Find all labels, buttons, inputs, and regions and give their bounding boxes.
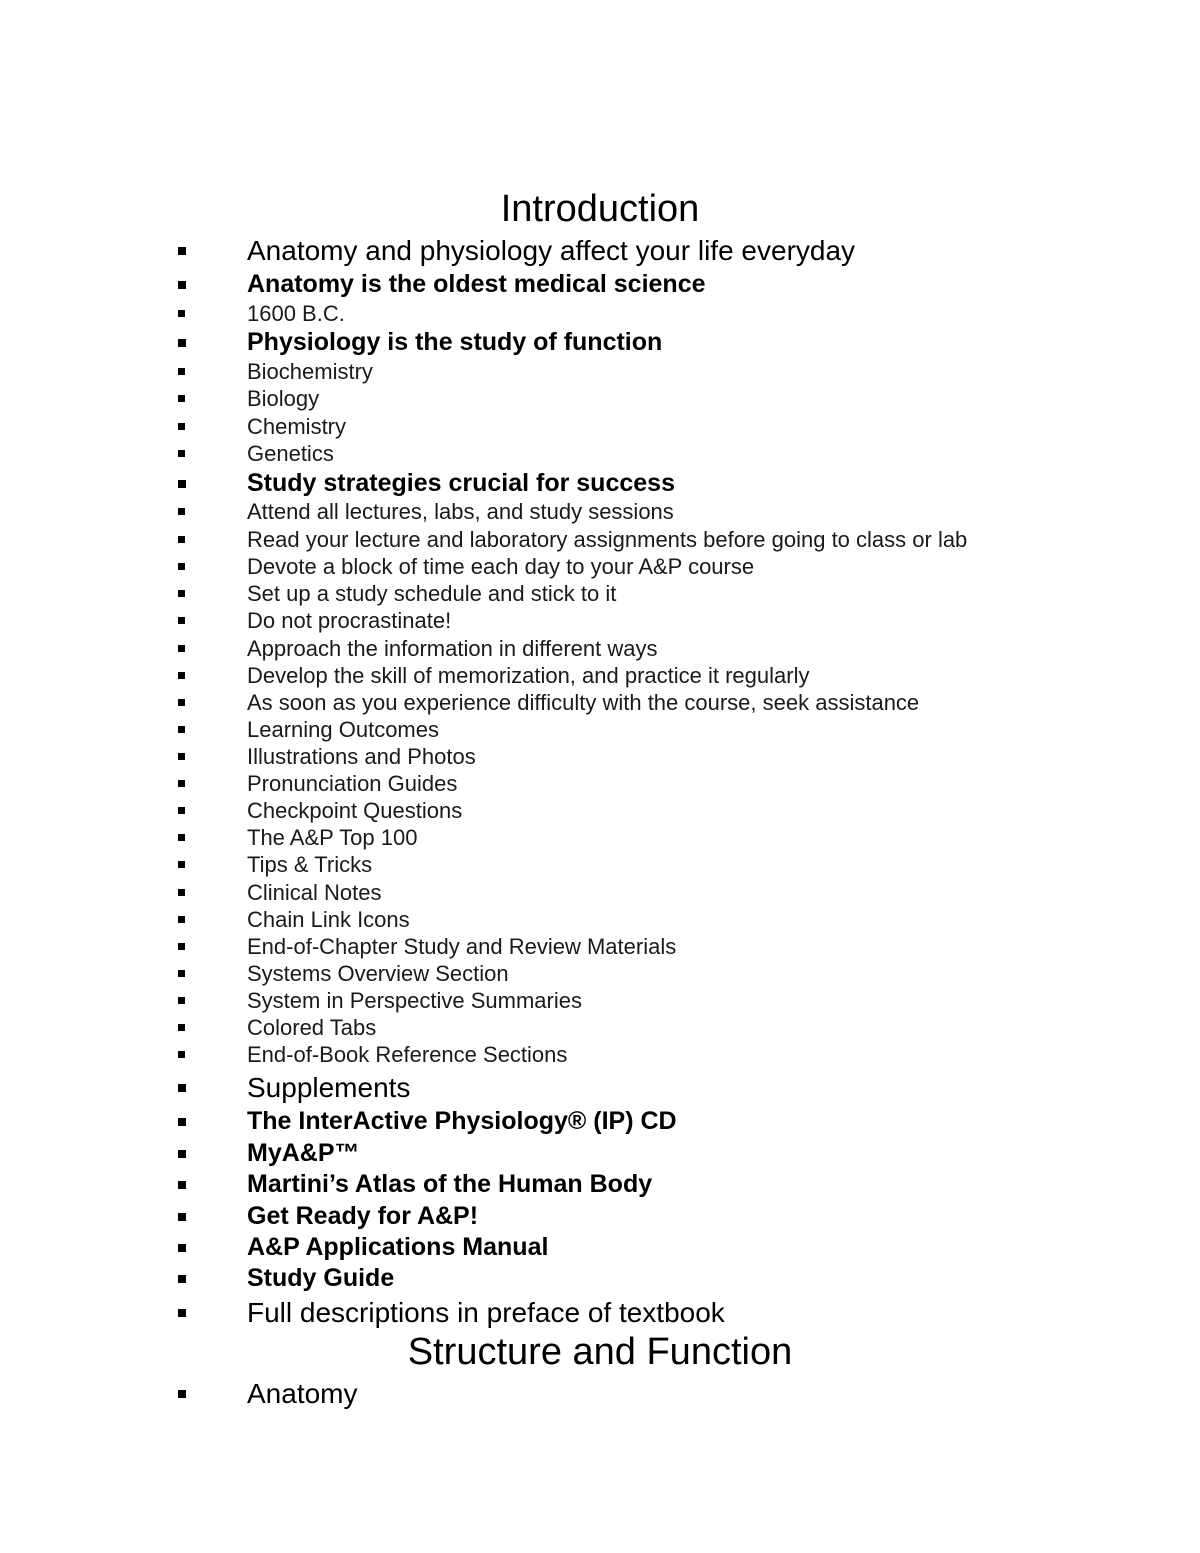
square-bullet-icon: [178, 726, 185, 733]
square-bullet-icon: [178, 536, 185, 543]
list-item-text: Attend all lectures, labs, and study sessions: [247, 499, 674, 524]
list-item-text: System in Perspective Summaries: [247, 988, 582, 1013]
list-item-text: Study Guide: [247, 1264, 395, 1292]
list-item-text: Learning Outcomes: [247, 717, 439, 742]
square-bullet-icon: [178, 943, 185, 950]
square-bullet-icon: [178, 1150, 186, 1158]
square-bullet-icon: [178, 645, 185, 652]
list-item-text: Do not procrastinate!: [247, 608, 452, 633]
list-item-text: Devote a block of time each day to your A&P course: [247, 554, 755, 579]
square-bullet-icon: [178, 1390, 186, 1398]
square-bullet-icon: [178, 889, 185, 896]
square-bullet-icon: [178, 1213, 186, 1221]
square-bullet-icon: [178, 1118, 186, 1126]
list-item-text: End-of-Chapter Study and Review Materials: [247, 934, 677, 959]
list-item-text: Checkpoint Questions: [247, 798, 463, 823]
list-item-text: The A&P Top 100: [247, 825, 418, 850]
list-item-text: Biology: [247, 386, 320, 411]
list-item-text: Clinical Notes: [247, 880, 382, 905]
list-item-text: Genetics: [247, 441, 334, 466]
square-bullet-icon: [178, 997, 185, 1004]
section-heading-structure-and-function: Structure and Function: [407, 1331, 793, 1373]
square-bullet-icon: [178, 281, 186, 289]
list-item-text: Illustrations and Photos: [247, 744, 476, 769]
list-item-text: Develop the skill of memorization, and practice it regularly: [247, 663, 810, 688]
list-item-text: Anatomy and physiology affect your life everyday: [247, 235, 856, 266]
square-bullet-icon: [178, 916, 185, 923]
square-bullet-icon: [178, 1244, 186, 1252]
list-item-text: End-of-Book Reference Sections: [247, 1042, 568, 1067]
list-item-text: Martini’s Atlas of the Human Body: [247, 1170, 653, 1198]
list-item-text: Anatomy is the oldest medical science: [247, 270, 706, 298]
list-item-text: As soon as you experience difficulty with the course, seek assistance: [247, 690, 920, 715]
list-item-text: Full descriptions in preface of textbook: [247, 1297, 725, 1328]
square-bullet-icon: [178, 368, 185, 375]
square-bullet-icon: [178, 1024, 185, 1031]
list-item-text: MyA&P™: [247, 1139, 360, 1167]
square-bullet-icon: [178, 423, 185, 430]
square-bullet-icon: [178, 617, 185, 624]
square-bullet-icon: [178, 1051, 185, 1058]
square-bullet-icon: [178, 508, 185, 515]
square-bullet-icon: [178, 1181, 186, 1189]
square-bullet-icon: [178, 807, 185, 814]
square-bullet-icon: [178, 1084, 186, 1092]
list-item-text: A&P Applications Manual: [247, 1233, 549, 1261]
list-item-text: Physiology is the study of function: [247, 328, 663, 356]
list-item-text: Systems Overview Section: [247, 961, 509, 986]
list-item-text: Supplements: [247, 1072, 411, 1103]
square-bullet-icon: [178, 480, 186, 488]
list-item-text: Colored Tabs: [247, 1015, 377, 1040]
square-bullet-icon: [178, 563, 185, 570]
square-bullet-icon: [178, 780, 185, 787]
section-heading-introduction: Introduction: [500, 188, 700, 230]
square-bullet-icon: [178, 339, 186, 347]
list-item-text: Approach the information in different ways: [247, 636, 658, 661]
list-item-text: Pronunciation Guides: [247, 771, 458, 796]
square-bullet-icon: [178, 310, 185, 317]
list-item-text: Chemistry: [247, 414, 347, 439]
square-bullet-icon: [178, 1309, 186, 1317]
list-item-text: Biochemistry: [247, 359, 373, 384]
list-item-text: 1600 B.C.: [247, 301, 345, 326]
list-item-text: Read your lecture and laboratory assignments before going to class or lab: [247, 527, 968, 552]
list-item-text: Study strategies crucial for success: [247, 469, 675, 497]
list-item-text: Anatomy: [247, 1378, 358, 1409]
square-bullet-icon: [178, 699, 185, 706]
list-item-text: Tips & Tricks: [247, 852, 373, 877]
square-bullet-icon: [178, 1275, 186, 1283]
list-item-text: Get Ready for A&P!: [247, 1202, 479, 1230]
square-bullet-icon: [178, 753, 185, 760]
square-bullet-icon: [178, 247, 186, 255]
square-bullet-icon: [178, 970, 185, 977]
square-bullet-icon: [178, 861, 185, 868]
list-item-text: Set up a study schedule and stick to it: [247, 581, 617, 606]
list-item-text: The InterActive Physiology® (IP) CD: [247, 1107, 677, 1135]
list-item-text: Chain Link Icons: [247, 907, 410, 932]
square-bullet-icon: [178, 834, 185, 841]
square-bullet-icon: [178, 590, 185, 597]
square-bullet-icon: [178, 395, 185, 402]
square-bullet-icon: [178, 450, 185, 457]
square-bullet-icon: [178, 672, 185, 679]
